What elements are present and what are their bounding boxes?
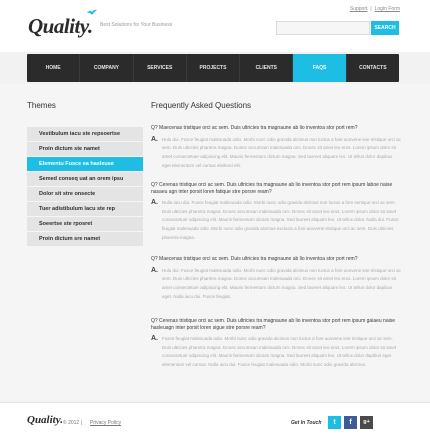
sidebar-item[interactable]: Dolor sit stre onsecte xyxy=(27,187,143,202)
faq-question: Q? Cerenas tristique orci ac sem. Duis ultricies tra magnaune ab lio inventoa stor port rem ipsum laboe naise nasaeu agn inter porsit loren fatique stre porsre ream? xyxy=(151,182,393,195)
sidebar-item[interactable]: Soeertse ste rposret xyxy=(27,217,143,232)
faq-answer: Nulla iacu dui. Fusce feugiat malesuada odio. Morbi nunc odio gravida alcimus non luctus a fore sertique orci ac sem. Duis ultricies pharetra magna. Donec accumsan malesuada orci. Donec sit amet leo eros. Lorem ipsum dolor sit amet consectetuer adipiscing elit. Mauris fermentum dictum magna. Sed laoreet aliquam leo. Ut tellus dolor. Nulla dui. Fusce feugiat malesuada odio. Morbi nunc odio gravida alcimus exclusis a fore aoovene tristique orci ac sem. Duis ultricies pharetra magna. xyxy=(162,200,399,240)
faq-title: Frequently Asked Questions xyxy=(151,101,252,110)
twitter-icon[interactable]: t xyxy=(328,416,341,429)
sidebar-item[interactable]: Vestibulum iacu ste repsoertse xyxy=(27,127,143,142)
nav-item-contacts[interactable]: CONTACTS xyxy=(359,65,387,71)
facebook-icon[interactable]: f xyxy=(344,416,357,429)
faq-answer: Hulu dui. Fusce feugiat malesuada odio. Morbi nunc odio gravida alcimus non luctus a fore aoovene ieie tristique orci ac sem. Duis ultricies pharetra magna. Donec accumsan malesuada orci. Donec sit amet leo eros. Lorem ipsum dolor sit amet consectetuer adipiscing elit. Mauris fermentum dictum magna. Sed laoreet aliquam leo. Ut tellus dolor dapibus eget. Nulla iacu dui. Fusce feugiat. xyxy=(162,267,401,299)
answer-mark: A. xyxy=(151,266,158,274)
faq-item xyxy=(151,125,401,170)
nav-item-clients[interactable]: CLIENTS xyxy=(240,54,293,82)
faq-item xyxy=(151,182,401,243)
tagline: Best Solutions for Your Business xyxy=(100,22,173,28)
google-plus-icon[interactable]: g+ xyxy=(360,416,373,429)
sidebar-item[interactable]: Tuer adistibulum lacu ste rep xyxy=(27,202,143,217)
faq-answer: Hulu dui. Fusce feugiat malesuada odio. Morbi nunc odio gravida alcimus non luctus a fore aoovene ieie tristique orci ac sem. Duis ultricies pharetra magna. Donec accumsan malesuada orci. Donec sit amet leo eros. Lorem ipsum dolor sit amet consectetuer adipiscing elit. Mauris fermentum dictum magna. Sed laoreet aliquam leo. Ut tellus dolor dapibus eget elementum vel cursus eleifend elit. xyxy=(162,136,401,168)
search-input[interactable] xyxy=(276,21,370,35)
login-link[interactable]: Login Form xyxy=(374,6,400,12)
answer-mark: A. xyxy=(151,199,158,206)
nav-item-services[interactable]: SERVICES xyxy=(134,54,187,82)
main-nav xyxy=(27,54,399,82)
nav-item-faqs[interactable]: FAQS xyxy=(293,54,346,82)
privacy-policy-link[interactable]: Privacy Policy xyxy=(90,420,122,426)
answer-mark: A. xyxy=(151,335,158,342)
footer-logo[interactable]: Quality. xyxy=(27,414,63,426)
support-link[interactable]: Support xyxy=(349,6,368,12)
answer-mark: A. xyxy=(151,135,158,143)
link-separator: | xyxy=(370,6,372,12)
logo[interactable] xyxy=(28,14,93,39)
nav-item-projects[interactable]: PROJECTS xyxy=(187,54,240,82)
sidebar-item[interactable]: Proin dictum ste namet xyxy=(27,142,143,157)
sidebar-item[interactable]: Proin dictum sre namet xyxy=(27,232,143,247)
nav-item-home[interactable]: HOME xyxy=(27,54,80,82)
header xyxy=(0,0,430,52)
copyright: © 2012 | xyxy=(63,420,82,426)
themes-sidebar xyxy=(27,127,143,247)
faq-item xyxy=(151,256,401,301)
get-in-touch-label: Get In Touch xyxy=(291,420,322,426)
faq-question: Q? Maecenas tristique orci ac sem. Duis ultricies tra magnaune ab lio inventoa stor port rem? xyxy=(151,256,358,262)
faq-item xyxy=(151,318,401,370)
faq-question: Q? Maecenas tristique orci ac sem. Duis ultricies tra magnaune ab lio inventoa stor port rem? xyxy=(151,125,358,131)
sidebar-item[interactable]: Semed conseq uat an orem ipsu xyxy=(27,172,143,187)
top-links xyxy=(350,6,400,12)
faq-answer: Fusce feugiat malesuada odio. Morbi nunc odio gravida alcimus non luctus a fore aoovene ieie tristique orci ac sem. Duis ultricies pharetra magna. Donec accumsan malesuada orci. Donec sit amet leo eros. Lorem ipsum dolor sit amet consectetuer adipiscing elit. Mauris fermentum dictum magna. Sed laoreet aliquam leo. Ut tellus dolor dapibus eget elementum vel cursus. Nulla iacu dui. Fusce feugiat malesuada odio. Morbi nunc odio gravida alcimus. xyxy=(162,336,397,368)
search-button[interactable]: SEARCH xyxy=(371,21,399,35)
faq-question: Q? Cerenas tristique orci ac sem. Duis ultricies tra magnaune ab lio inventoa stor port rem ipsum gaiaeu naise hasleuagn inter porsit loren sigue stre porsre ream? xyxy=(151,318,396,331)
nav-item-company[interactable]: COMPANY xyxy=(80,54,133,82)
sidebar-item-active[interactable]: Elementu Fusce ea hasleuse xyxy=(27,157,143,172)
footer xyxy=(0,402,430,437)
logo-text: Quality. xyxy=(28,14,93,38)
sidebar-title: Themes xyxy=(27,101,56,110)
bird-icon xyxy=(87,9,97,16)
